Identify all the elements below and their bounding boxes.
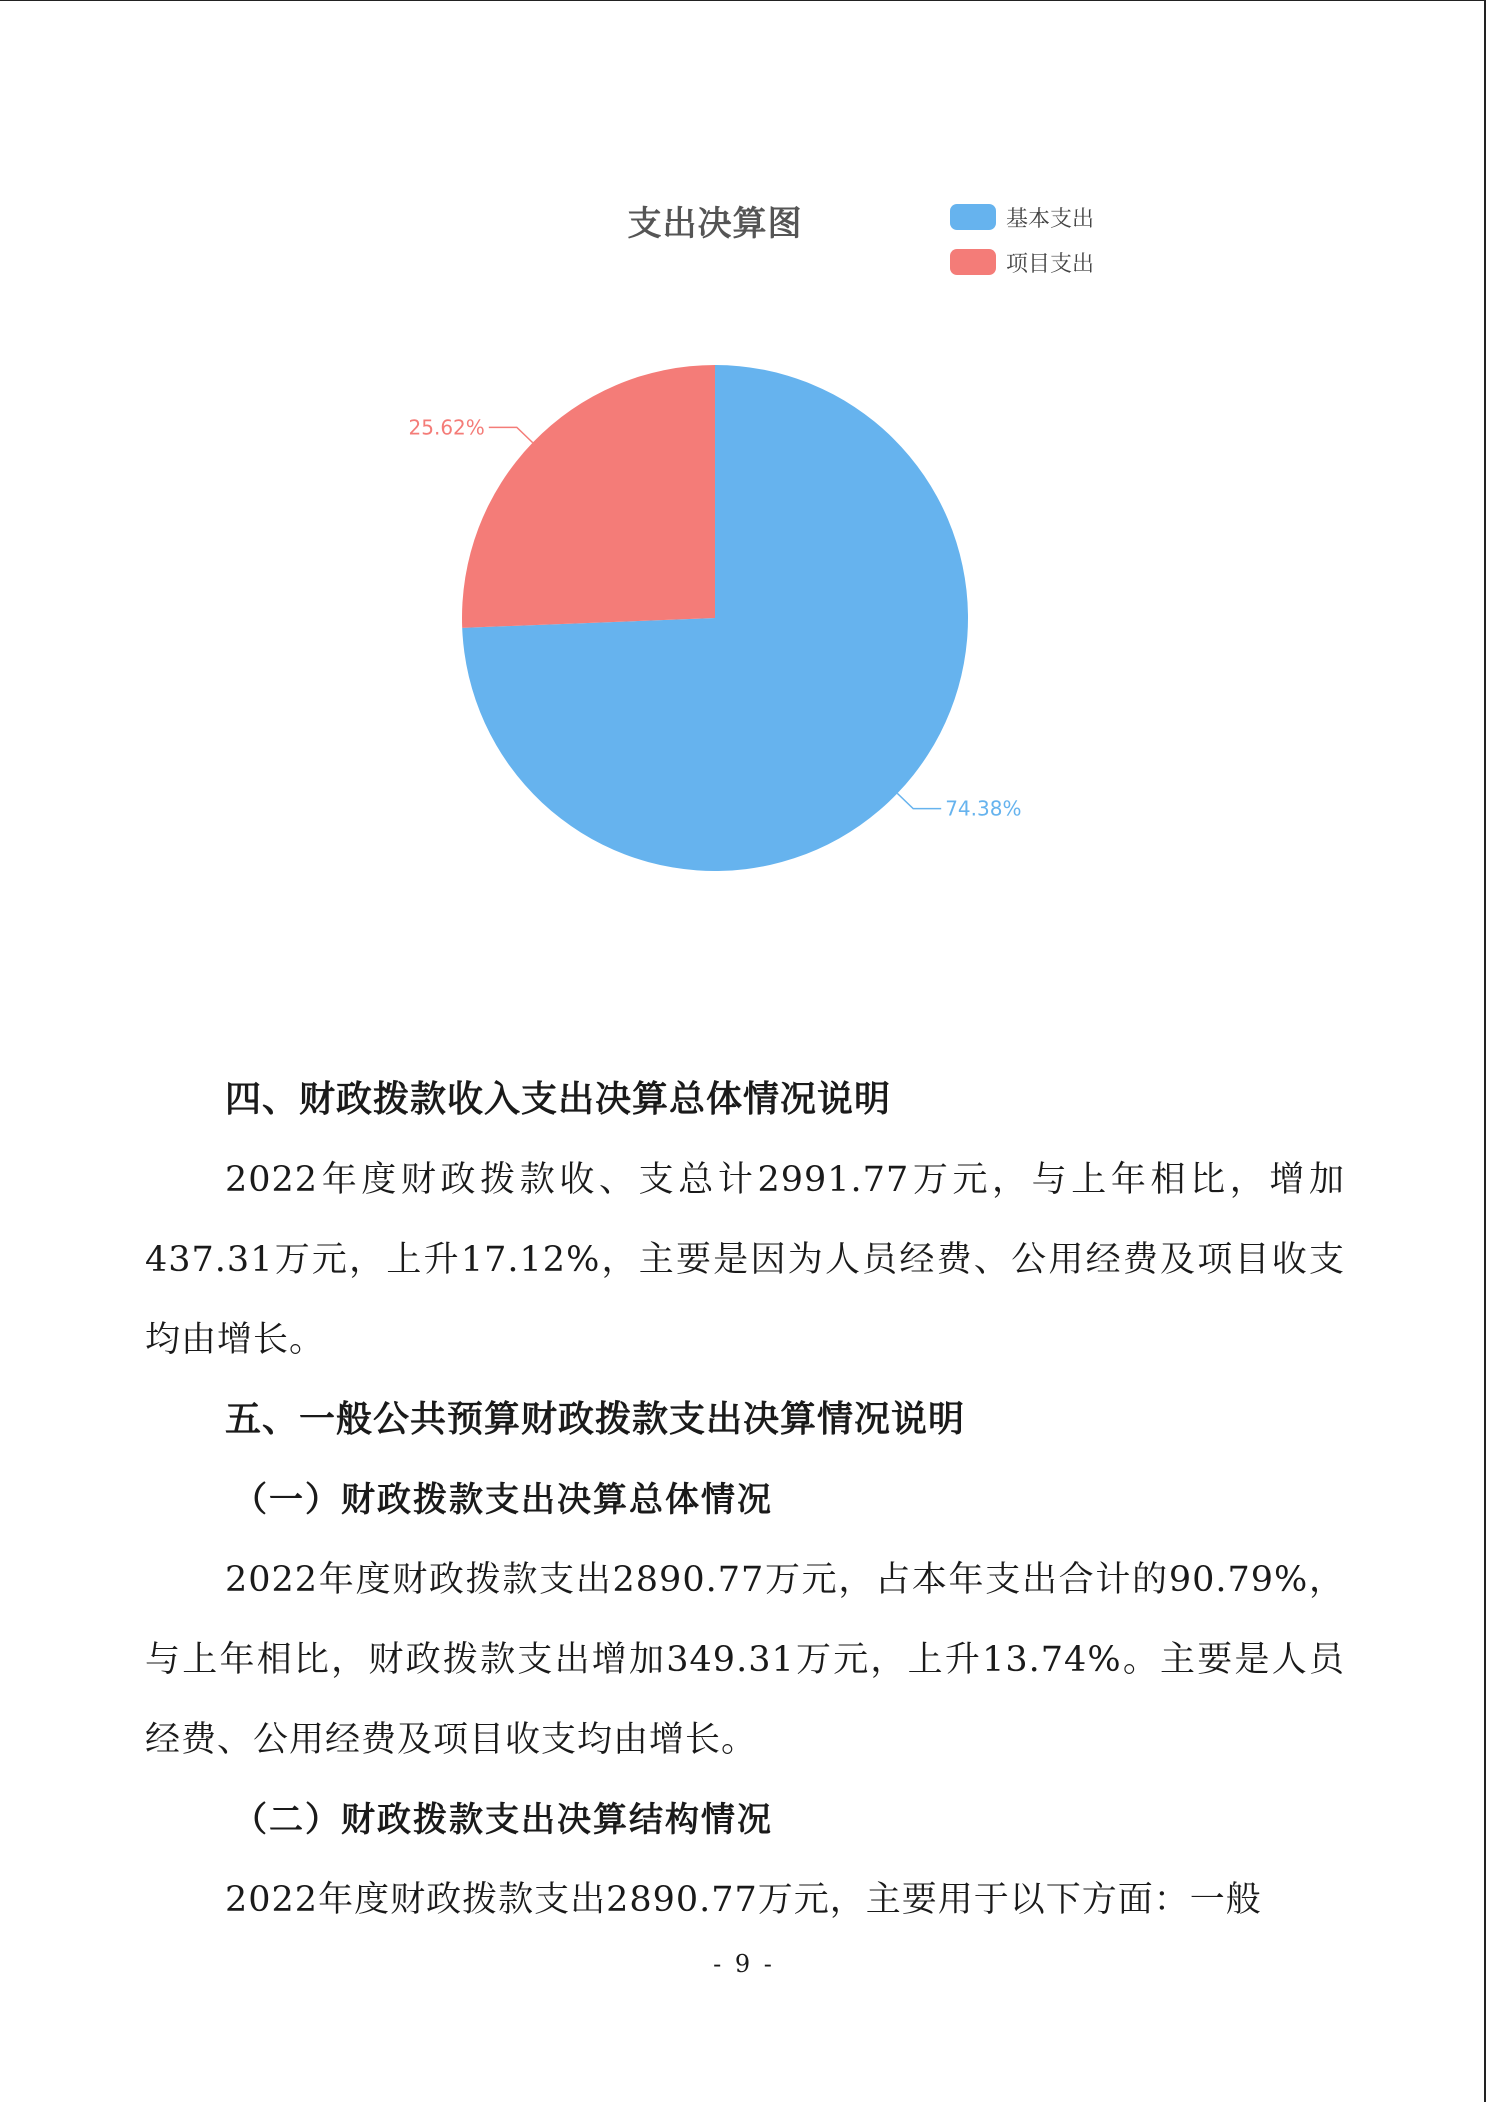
chart-legend	[950, 204, 1094, 294]
legend-item-basic[interactable]	[950, 204, 1094, 230]
subsection-heading-2: （二）财政拨款支出决算结构情况	[233, 1800, 773, 1840]
slice-label-basic: 74.38%	[945, 796, 1022, 821]
section-heading-5: 五、一般公共预算财政拨款支出决算情况说明	[225, 1399, 966, 1440]
pie-slice-project[interactable]	[462, 365, 715, 628]
subsection-heading-1: （一）财政拨款支出决算总体情况	[233, 1480, 773, 1520]
section-heading-4: 四、财政拨款收入支出决算总体情况说明	[225, 1079, 892, 1120]
leader-line-basic	[897, 793, 941, 808]
page-number: - 9 -	[713, 1950, 775, 1978]
chart-title: 支出决算图	[627, 204, 803, 244]
subsection-paragraph-1: 2022年度财政拨款支出2890.77万元，占本年支出合计的90.79%，与上年相比，财政拨款支出增加349.31万元，上升13.74%。主要是人员经费、公用经费及项目收支均由增长。	[145, 1560, 1345, 1760]
legend-item-project[interactable]	[950, 249, 1094, 275]
leader-line-project	[489, 427, 533, 442]
legend-label-project: 项目支出	[1006, 251, 1095, 277]
subsection-paragraph-2: 2022年度财政拨款支出2890.77万元，主要用于以下方面：一般	[225, 1880, 1262, 1920]
slice-label-project: 25.62%	[408, 415, 485, 440]
document-body	[145, 1060, 1345, 1940]
legend-label-basic: 基本支出	[1006, 206, 1095, 232]
pie-svg	[0, 0, 1488, 960]
expenditure-pie-chart	[0, 0, 1488, 960]
legend-swatch-basic	[950, 204, 996, 230]
section-paragraph-4: 2022年度财政拨款收、支总计2991.77万元，与上年相比，增加437.31万元，上升17.12%，主要是因为人员经费、公用经费及项目收支均由增长。	[145, 1160, 1345, 1360]
legend-swatch-project	[950, 249, 996, 275]
